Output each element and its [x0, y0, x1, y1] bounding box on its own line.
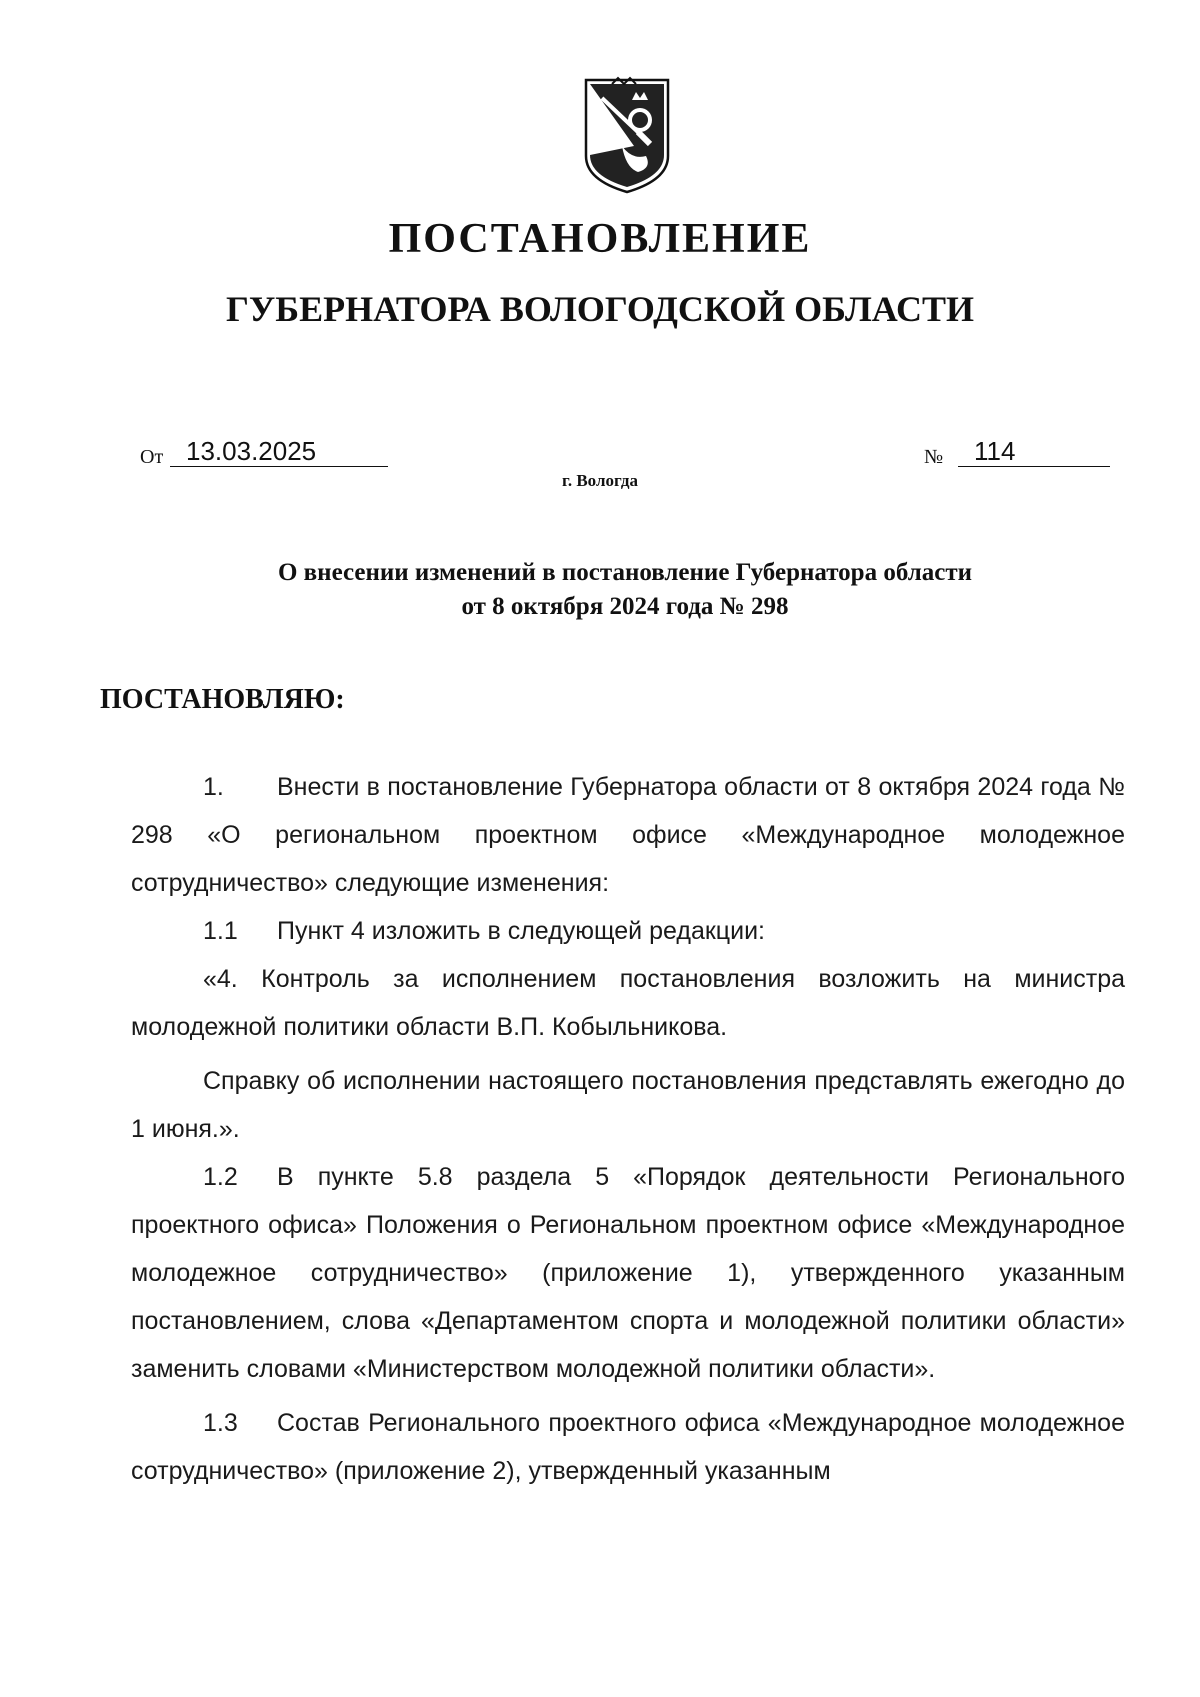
paragraph-text: Пункт 4 изложить в следующей редакции:: [277, 917, 765, 945]
document-body: [131, 763, 1125, 1495]
city-label: г. Вологда: [562, 471, 638, 490]
paragraph-number: 1.1: [203, 917, 238, 945]
document-title: ПОСТАНОВЛЕНИЕ: [388, 216, 812, 262]
subject-line: О внесении изменений в постановление Губернатора области: [277, 559, 973, 586]
paragraph-number: 1.2: [203, 1163, 238, 1191]
date-label: От: [140, 446, 164, 468]
paragraph: [131, 955, 1125, 1051]
subject-line: от 8 октября 2024 года № 298: [461, 593, 789, 620]
paragraph-text: Справку об исполнении настоящего постановления представлять ежегодно до 1 июня.».: [131, 1067, 1125, 1143]
paragraph-text: В пункте 5.8 раздела 5 «Порядок деятельности Регионального проектного офиса» Положения о Региональном проектном офисе «Международное молодежное сотрудничество» (приложение 1), утвержденного указанным постановлением, слова «Департаментом спорта и молодежной политики области» заменить словами «Министерством молодежной политики области».: [131, 1163, 1125, 1383]
paragraph: [131, 1399, 1125, 1495]
paragraph: [131, 763, 1125, 907]
paragraph-text: «4. Контроль за исполнением постановления возложить на министра молодежной политики области В.П. Кобыльникова.: [131, 965, 1125, 1041]
coat-of-arms-icon: [582, 76, 672, 194]
document-number: 114: [974, 436, 1016, 466]
document-date: 13.03.2025: [186, 436, 317, 466]
paragraph: [131, 1153, 1125, 1393]
paragraph: [131, 907, 1125, 955]
number-label: №: [924, 446, 944, 468]
decree-heading: ПОСТАНОВЛЯЮ:: [100, 684, 345, 715]
document-issuer: ГУБЕРНАТОРА ВОЛОГОДСКОЙ ОБЛАСТИ: [225, 289, 975, 329]
paragraph-text: Состав Регионального проектного офиса «Международное молодежное сотрудничество» (приложение 2), утвержденный указанным: [131, 1409, 1125, 1485]
paragraph-number: 1.: [203, 773, 224, 801]
paragraph-number: 1.3: [203, 1409, 238, 1437]
paragraph: [131, 1057, 1125, 1153]
paragraph-text: Внести в постановление Губернатора области от 8 октября 2024 года № 298 «О региональном проектном офисе «Международное молодежное сотрудничество» следующие изменения:: [131, 773, 1125, 897]
document-subject: [0, 556, 1200, 624]
